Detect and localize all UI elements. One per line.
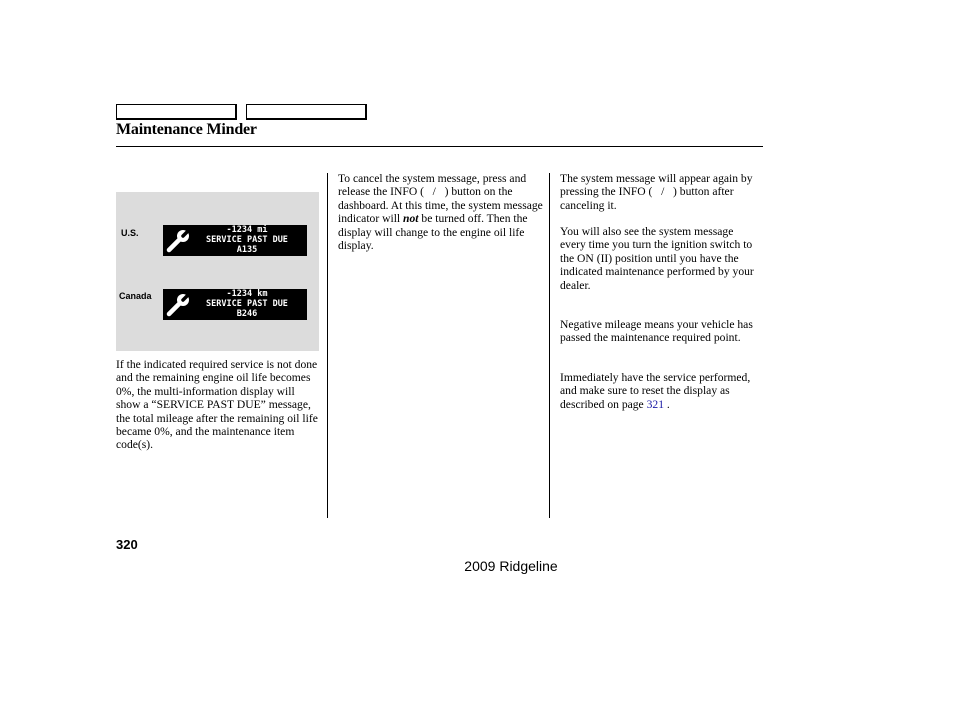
us-code: A135 — [236, 245, 258, 255]
page-number: 320 — [116, 537, 138, 552]
page-title: Maintenance Minder — [116, 121, 257, 138]
column-divider-1 — [327, 173, 328, 518]
title-divider — [116, 146, 763, 147]
canada-message: SERVICE PAST DUE — [206, 299, 288, 309]
nav-tab-2[interactable] — [246, 104, 367, 120]
wrench-icon — [166, 292, 192, 317]
service-past-due-paragraph: If the indicated required service is not done and the remaining engine oil life becomes 0%, the multi-information display will show a “SERVICE PAST DUE” message, the total mileage after the remaining oil life became 0%, and the maintenance item code(s). — [116, 358, 318, 452]
emphasis-not: not — [403, 212, 419, 226]
reset-display-paragraph — [560, 371, 760, 411]
column-divider-2 — [549, 173, 550, 518]
footer-model — [0, 558, 954, 574]
reset-text: Immediately have the service performed, and make sure to reset the display as described on page — [560, 371, 751, 411]
message-reappear-paragraph: The system message will appear again by pressing the INFO ( / ) button after canceling it. — [560, 172, 753, 212]
canada-mileage: -1234 km — [226, 289, 268, 299]
cancel-text-start: To cancel the system message, press and release the INFO ( / ) button on the dashboard. At this time, the system message indicator will — [338, 172, 543, 226]
model-name: 2009 Ridgeline — [464, 558, 558, 574]
reset-text-end: . — [664, 397, 670, 411]
canada-code: B246 — [236, 309, 258, 319]
negative-mileage-paragraph: Negative mileage means your vehicle has passed the maintenance required point. — [560, 318, 753, 345]
us-label: U.S. — [121, 228, 139, 238]
us-message: SERVICE PAST DUE — [206, 235, 288, 245]
canada-label: Canada — [119, 291, 152, 301]
nav-tab-1[interactable] — [116, 104, 237, 120]
canada-display — [163, 289, 307, 320]
wrench-icon — [166, 228, 192, 253]
page-link[interactable]: 321 — [646, 397, 664, 411]
us-display — [163, 225, 307, 256]
us-mileage: -1234 mi — [226, 225, 268, 235]
display-illustration — [116, 192, 319, 351]
cancel-message-paragraph — [338, 172, 544, 252]
cancel-text-end: be turned off. Then the display will change to the engine oil life display. — [338, 212, 528, 253]
ignition-message-paragraph: You will also see the system message every time you turn the ignition switch to the ON (II) position until you have the indicated maintenance performed by your dealer. — [560, 225, 754, 292]
